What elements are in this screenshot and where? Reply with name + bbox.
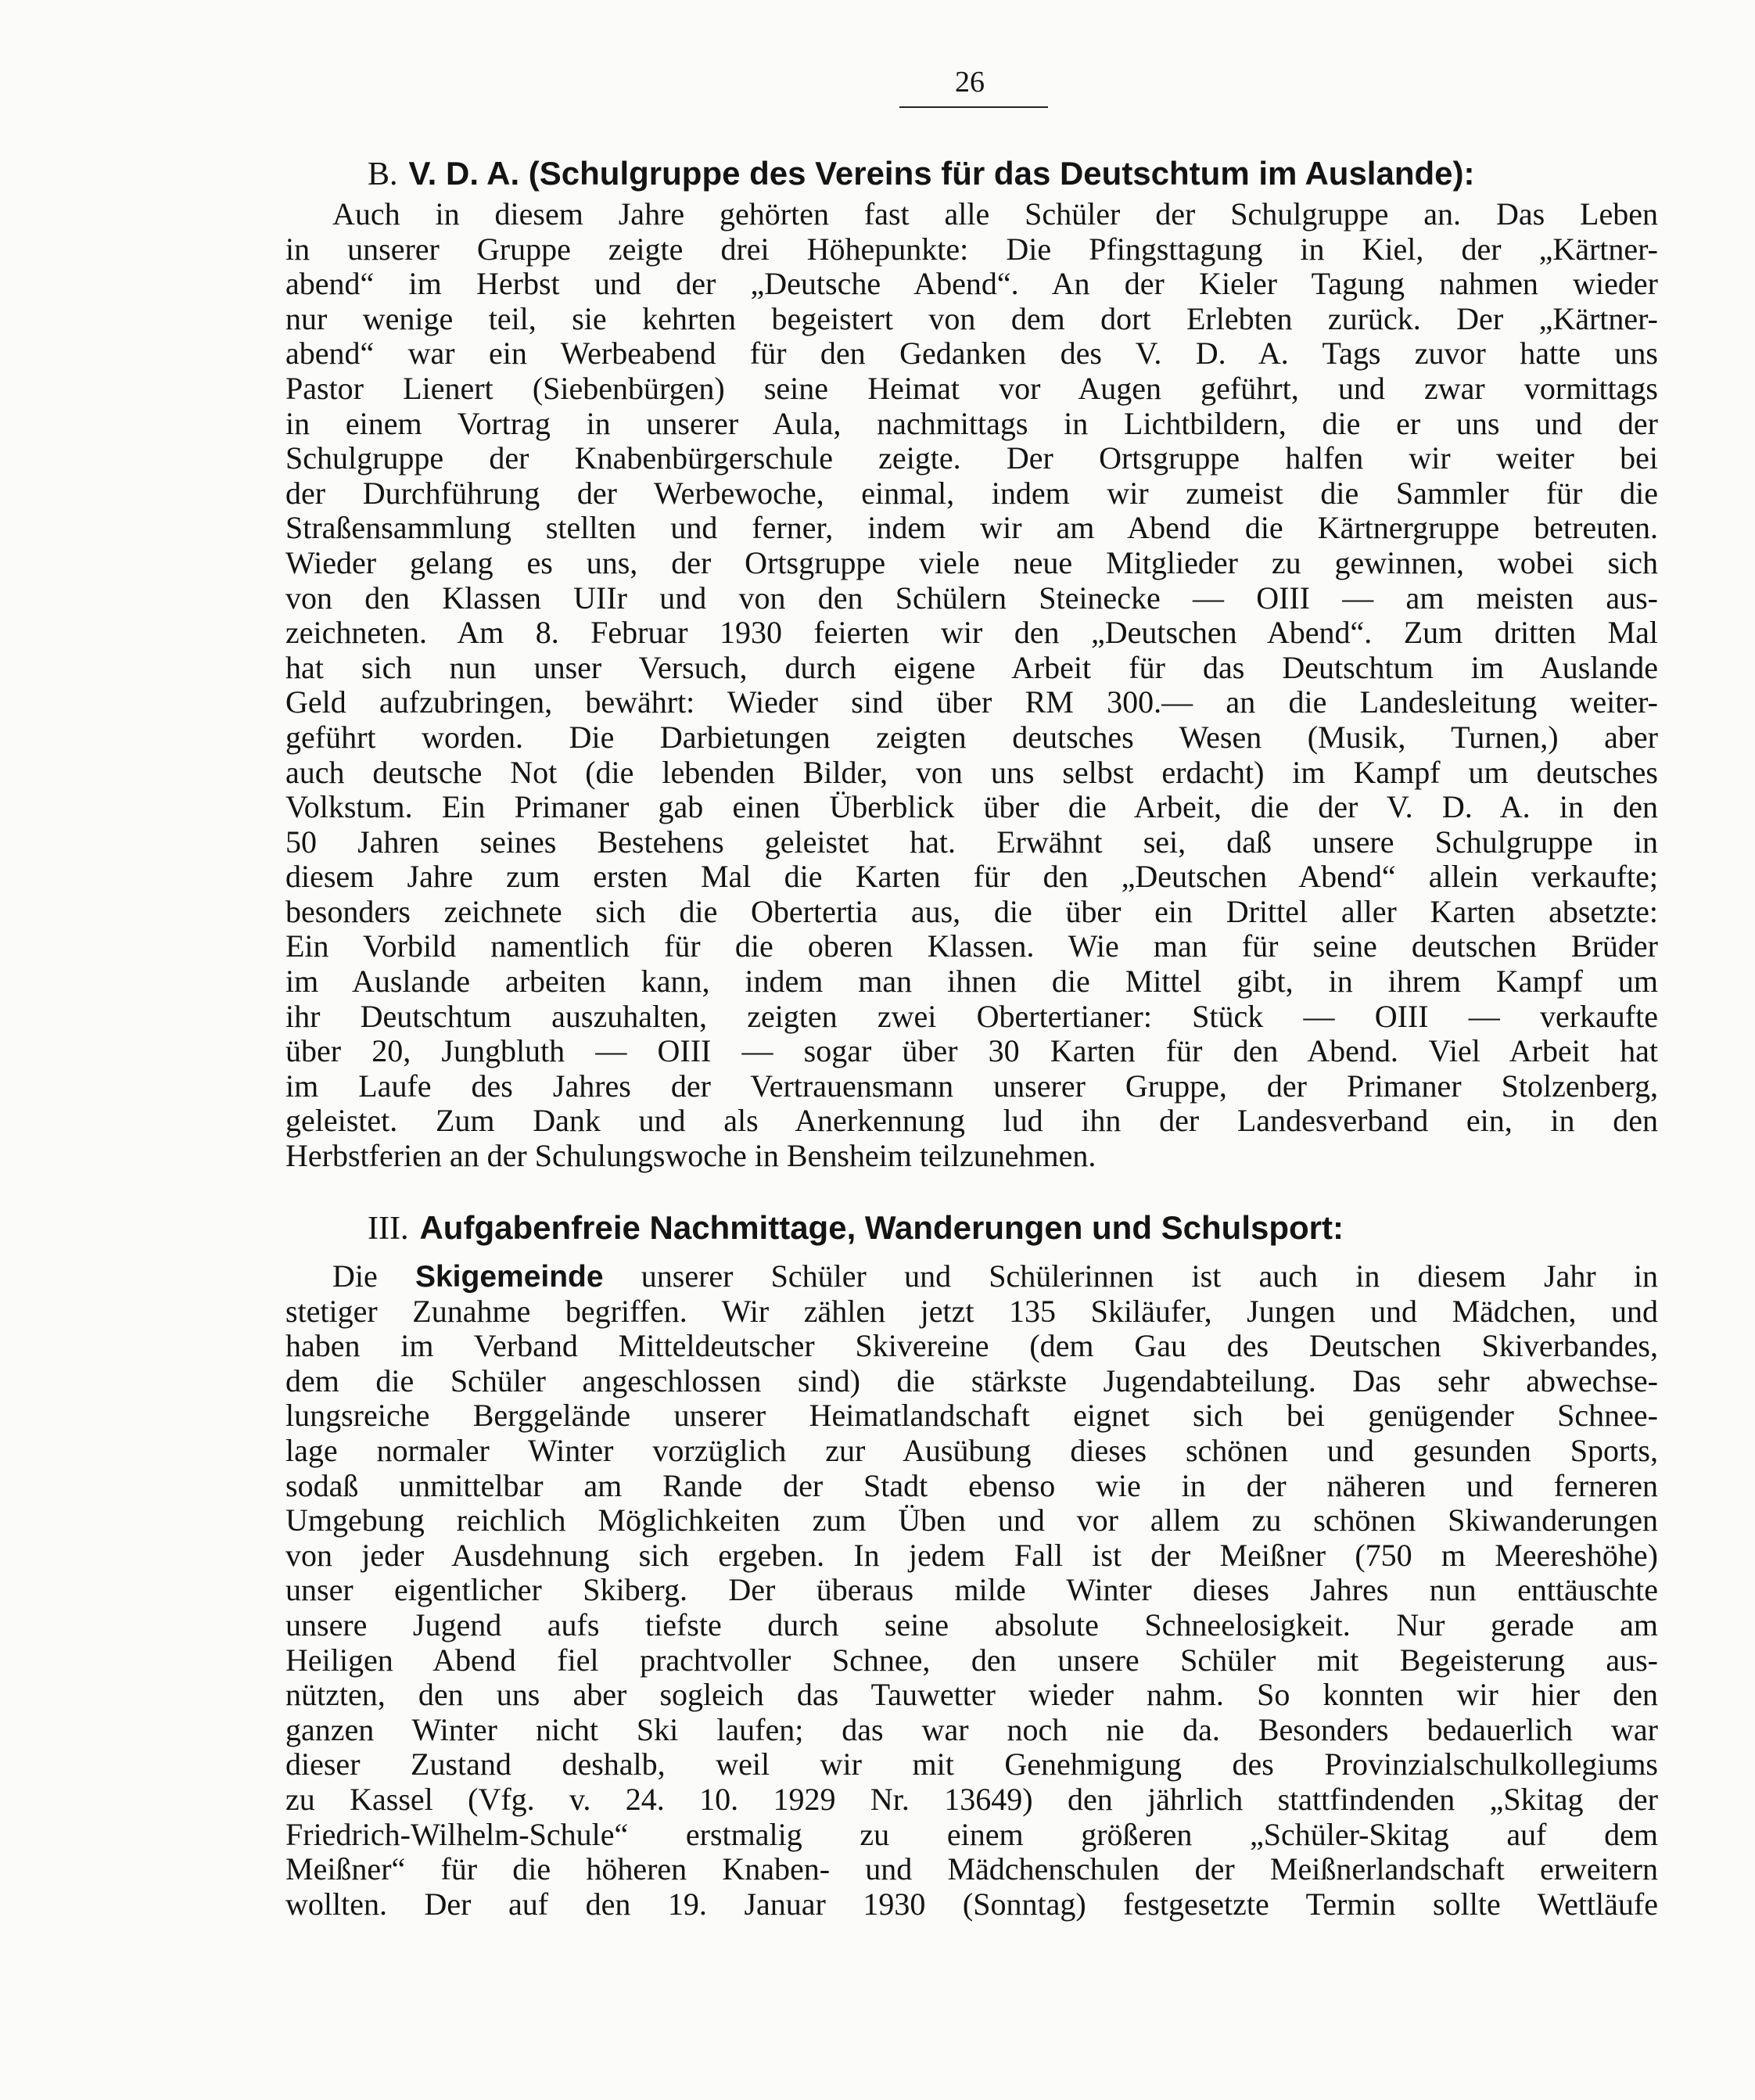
text-line: Die Skigemeinde unserer Schüler und Schülerinnen ist auch in diesem Jahr in — [332, 1258, 1658, 1294]
text-line: Meißner“ für die höheren Knaben- und Mädchenschulen der Meißnerlandschaft erweitern — [285, 1851, 1658, 1887]
text-line: sodaß unmittelbar am Rande der Stadt ebenso wie in der näheren und ferneren — [285, 1467, 1658, 1503]
text-line: Heiligen Abend fiel prachtvoller Schnee, den unsere Schüler mit Begeisterung aus- — [285, 1642, 1658, 1678]
text-line: Auch in diesem Jahre gehörten fast alle Schüler der Schulgruppe an. Das Leben — [332, 196, 1658, 232]
text-line: Pastor Lienert (Siebenbürgen) seine Heimat vor Augen geführt, und zwar vormittags — [285, 370, 1658, 406]
text-line: Straßensammlung stellten und ferner, indem wir am Abend die Kärtnergruppe betreuten. — [285, 510, 1658, 546]
text-line: in einem Vortrag in unserer Aula, nachmittags in Lichtbildern, die er uns und der — [285, 405, 1658, 441]
text-line: lungsreiche Berggelände unserer Heimatlandschaft eignet sich bei genügender Schnee- — [285, 1398, 1658, 1434]
text-line: nützten, den uns aber sogleich das Tauwetter wieder nahm. So konnten wir hier den — [285, 1677, 1658, 1713]
text-line: Geld aufzubringen, bewährt: Wieder sind über RM 300.— an die Landesleitung weiter- — [285, 684, 1658, 720]
text-line: abend“ im Herbst und der „Deutsche Abend“. An der Kieler Tagung nahmen wieder — [285, 266, 1658, 302]
section-heading-sport — [368, 1204, 1344, 1251]
paragraph-sport — [285, 1259, 1658, 1922]
text-line: ihr Deutschtum auszuhalten, zeigten zwei Obertertianer: Stück — OIII — verkaufte — [285, 998, 1658, 1034]
section-title: V. D. A. (Schulgruppe des Vereins für das Deutschtum im Auslande): — [408, 155, 1475, 192]
text-line: der Durchführung der Werbewoche, einmal, indem wir zumeist die Sammler für die — [285, 475, 1658, 511]
text-line: 50 Jahren seines Bestehens geleistet hat. Erwähnt sei, daß unsere Schulgruppe in — [285, 824, 1658, 860]
text-line: unser eigentlicher Skiberg. Der überaus milde Winter dieses Jahres nun enttäuschte — [285, 1572, 1658, 1608]
text-line: unsere Jugend aufs tiefste durch seine absolute Schneelosigkeit. Nur gerade am — [285, 1606, 1658, 1642]
page-number-rule — [899, 106, 1048, 108]
text-line: lage normaler Winter vorzüglich zur Ausübung dieses schönen und gesunden Sports, — [285, 1432, 1658, 1468]
text-line: Wieder gelang es uns, der Ortsgruppe viele neue Mitglieder zu gewinnen, wobei sich — [285, 544, 1658, 580]
text-line: im Laufe des Jahres der Vertrauensmann unserer Gruppe, der Primaner Stolzenberg, — [285, 1068, 1658, 1104]
text-line: Schulgruppe der Knabenbürgerschule zeigte. Der Ortsgruppe halfen wir weiter bei — [285, 440, 1658, 476]
text-line: Herbstferien an der Schulungswoche in Bensheim teilzunehmen. — [285, 1138, 1096, 1174]
text-line: von den Klassen UIIr und von den Schülern Steinecke — OIII — am meisten aus- — [285, 580, 1658, 616]
text-line: geführt worden. Die Darbietungen zeigten deutsches Wesen (Musik, Turnen,) aber — [285, 719, 1658, 755]
text-line: diesem Jahre zum ersten Mal die Karten für den „Deutschen Abend“ allein verkaufte; — [285, 859, 1658, 895]
text-line: in unserer Gruppe zeigte drei Höhepunkte: Die Pfingsttagung in Kiel, der „Kärtner- — [285, 231, 1658, 267]
text-line: im Auslande arbeiten kann, indem man ihnen die Mittel gibt, in ihrem Kampf um — [285, 964, 1658, 1000]
text-line: wollten. Der auf den 19. Januar 1930 (Sonntag) festgesetzte Termin sollte Wettläufe — [285, 1886, 1658, 1922]
text-line: von jeder Ausdehnung sich ergeben. In jedem Fall ist der Meißner (750 m Meereshöhe) — [285, 1537, 1658, 1573]
text-line: nur wenige teil, sie kehrten begeistert von dem dort Erlebten zurück. Der „Kärtner- — [285, 300, 1658, 336]
text-line: Friedrich-Wilhelm-Schule“ erstmalig zu einem größeren „Schüler-Skitag auf dem — [285, 1816, 1658, 1852]
section-title: Aufgabenfreie Nachmittage, Wanderungen und Schulsport: — [419, 1209, 1344, 1246]
section-prefix: III. — [368, 1211, 409, 1247]
text-line: ganzen Winter nicht Ski laufen; das war noch nie da. Besonders bedauerlich war — [285, 1711, 1658, 1747]
text-line: dieser Zustand deshalb, weil wir mit Genehmigung des Provinzialschulkollegiums — [285, 1746, 1658, 1782]
text-line: Volkstum. Ein Primaner gab einen Überblick über die Arbeit, die der V. D. A. in den — [285, 789, 1658, 825]
text-line: zeichneten. Am 8. Februar 1930 feierten wir den „Deutschen Abend“. Zum dritten Mal — [285, 615, 1658, 651]
text-line: dem die Schüler angeschlossen sind) die stärkste Jugendabteilung. Das sehr abwechse- — [285, 1362, 1658, 1398]
text-line: abend“ war ein Werbeabend für den Gedanken des V. D. A. Tags zuvor hatte uns — [285, 336, 1658, 372]
text-line: haben im Verband Mitteldeutscher Skivereine (dem Gau des Deutschen Skiverbandes, — [285, 1328, 1658, 1364]
text-line: auch deutsche Not (die lebenden Bilder, von uns selbst erdacht) im Kampf um deutsches — [285, 754, 1658, 790]
text-line: stetiger Zunahme begriffen. Wir zählen jetzt 135 Skiläufer, Jungen und Mädchen, und — [285, 1293, 1658, 1329]
page-number: 26 — [955, 66, 985, 99]
text-line: hat sich nun unser Versuch, durch eigene Arbeit für das Deutschtum im Auslande — [285, 649, 1658, 685]
text-line: zu Kassel (Vfg. v. 24. 10. 1929 Nr. 13649) den jährlich stattfindenden „Skitag der — [285, 1781, 1658, 1817]
emphasized-term: Skigemeinde — [415, 1260, 604, 1294]
section-prefix: B. — [368, 156, 398, 192]
text-line: besonders zeichnete sich die Obertertia aus, die über ein Drittel aller Karten absetzte: — [285, 893, 1658, 929]
text-line: geleistet. Zum Dank und als Anerkennung lud ihn der Landesverband ein, in den — [285, 1103, 1658, 1139]
text-line: Ein Vorbild namentlich für die oberen Klassen. Wie man für seine deutschen Brüder — [285, 928, 1658, 964]
text-line: Umgebung reichlich Möglichkeiten zum Üben und vor allem zu schönen Skiwanderungen — [285, 1502, 1658, 1538]
paragraph-vda — [285, 197, 1658, 1174]
section-heading-vda — [368, 150, 1474, 197]
text-line: über 20, Jungbluth — OIII — sogar über 30 Karten für den Abend. Viel Arbeit hat — [285, 1033, 1658, 1069]
